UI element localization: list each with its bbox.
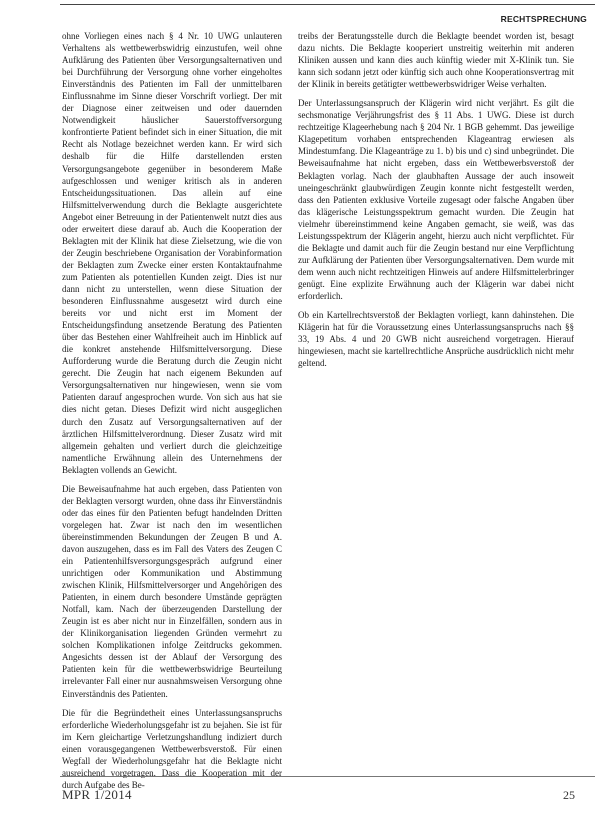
footer-rule <box>60 776 595 777</box>
left-paragraph-3: Die für die Begründetheit eines Unterlassungsanspruchs erforderliche Wiederholungsgefahr ist zu bejahen. Sie ist für im Kern gleichartige Verletzungshandlung indiziert durch einen vorausgegangenen Wettbewerbsverstoß. Für einen Wegfall der Wiederholungsgefahr hat die Beklagte nicht ausreichend vorgetragen. Dass die Kooperation mit der durch Aufgabe des Be- <box>62 707 282 790</box>
right-paragraph-2: Der Unterlassungsanspruch der Klägerin wird nicht verjährt. Es gilt die sechsmonatige Verjährungsfrist des § 11 Abs. 1 UWG. Diese ist durch rechtzeitige Klageerhebung nach § 204 Nr. 1 BGB gehemmt. Das jeweilige Klagepetitum vorhaben entsprechenden Klageantrag erwiesen als Mindestumfang. Die Klageanträge zu 1. b) bis und c) sind unbegründet. Die Beweisaufnahme hat nicht ergeben, dass ein Wettbewerbsverstoß der Beklagten vorlag. Nach der glaubhaften Aussage der auch insoweit uneingeschränkt glaubwürdigen Zeugin konnte nicht festgestellt werden, dass den Patienten exklusive Vorteile zugesagt oder falsche Angaben über das klägerische Leistungsspektrum gemacht wurden. Die Zeugin hat vielmehr übereinstimmend keine Angaben gemacht, sie weiß, was das Leistungsspektrum der Klägerin angeht, hierzu auch nicht verpflichtet. Für die Beklagte und damit auch für die Zeugin bestand nur eine Verpflichtung zur Aufklärung der Patienten über Versorgungsalternativen. Dem wurde mit dem wenn auch nicht rechtzeitigen Hinweis auf andere Hilfsmittelerbringer genügt. Eine explizite Erwähnung auch der Klägerin war dabei nicht erforderlich. <box>298 98 574 301</box>
right-paragraph-3: Ob ein Kartellrechtsverstoß der Beklagten vorliegt, kann dahinstehen. Die Klägerin hat für die Voraussetzung eines Unterlassungsanspruchs nach §§ 33, 19 Abs. 4 und 20 GWB nicht ausreichend vorgetragen. Hierauf hingewiesen, macht sie kartellrechtliche Ansprüche ausdrücklich nicht mehr geltend. <box>298 310 574 369</box>
section-title: RECHTSPRECHUNG <box>500 14 587 24</box>
right-paragraph-1: treibs der Beratungsstelle durch die Beklagte beendet worden ist, besagt dazu nichts. Die Beklagte kooperiert unstreitig weiterhin mit anderen Kliniken aussen und kann dies auch künftig wieder mit X-Klinik tun. Sie kann sich sodann jetzt oder künftig sich auch ohne Kooperationsvertrag mit der Klinik in bereits getätigter wettbewerbswidriger Weise verhalten. <box>298 31 574 90</box>
page-number: 25 <box>563 788 575 802</box>
left-paragraph-1: ohne Vorliegen eines nach § 4 Nr. 10 UWG unlauteren Verhaltens als wettbewerbswidrig einzustufen, weil ohne Aufklärung des Patienten über Versorgungsalternativen und bei Durchführung der Versorgung ohne vorher eingeholtes Einverständnis des Patienten im Fall der unmittelbaren Einflussnahme im Sinne dieser Vorschrift vorliegt. Der mit der Diagnose einer zeitweisen und oder dauernden Notwendigkeit häuslicher Sauerstoffversorgung konfrontierte Patient befindet sich in einer Situation, die mit Recht als Notlage bezeichnet werden kann. Er wird sich deshalb für die Hilfe darstellenden ersten Versorgungsangebote gegenüber in besonderem Maße aufgeschlossen und weniger kritisch als in anderen Entscheidungssituationen. Das allein auf eine Hilfsmittelverwendung durch die Beklagte ausgerichtete Angebot einer Betreuung in der Patientenwelt nutzt dies aus oder erweitert diese darauf ab. Auch die Kooperation der Beklagten mit der Klinik hat diese Zielsetzung, wie die von der Zeugin beschriebene Organisation der Vorabinformation der Beklagten zum Zwecke einer ersten Kontaktaufnahme zum Patienten als potentiellen Kunden zeigt. Dies ist nur dann nicht zu unterstellen, wenn diese Situation der besonderen Einflussnahme ausgesetzt wird durch eine bereits vor und nicht erst im Moment der Entscheidungsfindung ansetzende Beratung des Patienten über das Bestehen einer Wahlfreiheit auch im Hinblick auf die konkret anstehende Hilfsmittelversorgung. Diese Aufforderung wurde die Beratung durch die Zeugin nicht gerecht. Die Zeugin hat nach eigenem Bekunden auf Versorgungsalternativen nur hingewiesen, wenn sie vom Patienten darauf angesprochen wurde. Von sich aus hat sie dies nicht getan. Dieses Defizit wird nicht ausgeglichen durch den Zusatz auf Versorgungsalternativen auf der ärztlichen Hilfsmittelverordnung. Dieser Zusatz wird mit allgemein gehalten und verliert durch die gleichzeitige namentliche Erwähnung allein des Unternehmens der Beklagten vollends an Gewicht. <box>62 31 282 475</box>
right-column <box>298 30 574 376</box>
left-column <box>62 30 282 798</box>
left-paragraph-2: Die Beweisaufnahme hat auch ergeben, dass Patienten von der Beklagten versorgt wurden, ohne dass ihr Einverständnis oder das eines für den Patienten befugt handelnden Dritten vorgelegen hat. Zwar ist nach den im wesentlichen übereinstimmenden Bekundungen der Zeugen B und A. davon auszugehen, dass es im Fall des Vaters des Zeugen C ein Patientenhilfsversorgungsgespräch aufgrund einer unrichtigen oder Kommunikation und Abstimmung zwischen Klinik, Hilfsmittelversorger und Angehörigen des Patienten, in einem durch besondere Umstände geprägten Notfall, kam. Nach der überzeugenden Darstellung der Zeugin ist es aber nicht nur in Einzelfällen, sondern aus in der Klinikorganisation liegenden Gründen vermehrt zu solchen Komplikationen infolge Zeitdrucks gekommen. Angesichts dessen ist der Ablauf der Versorgung des Patienten kein für die wettbewerbswidrige Beurteilung irrelevanter Fall einer nur ausnahmsweisen Versorgung ohne Einverständnis des Patienten. <box>62 483 282 699</box>
journal-title: MPR 1/2014 <box>62 787 132 802</box>
header-rule <box>60 4 595 5</box>
